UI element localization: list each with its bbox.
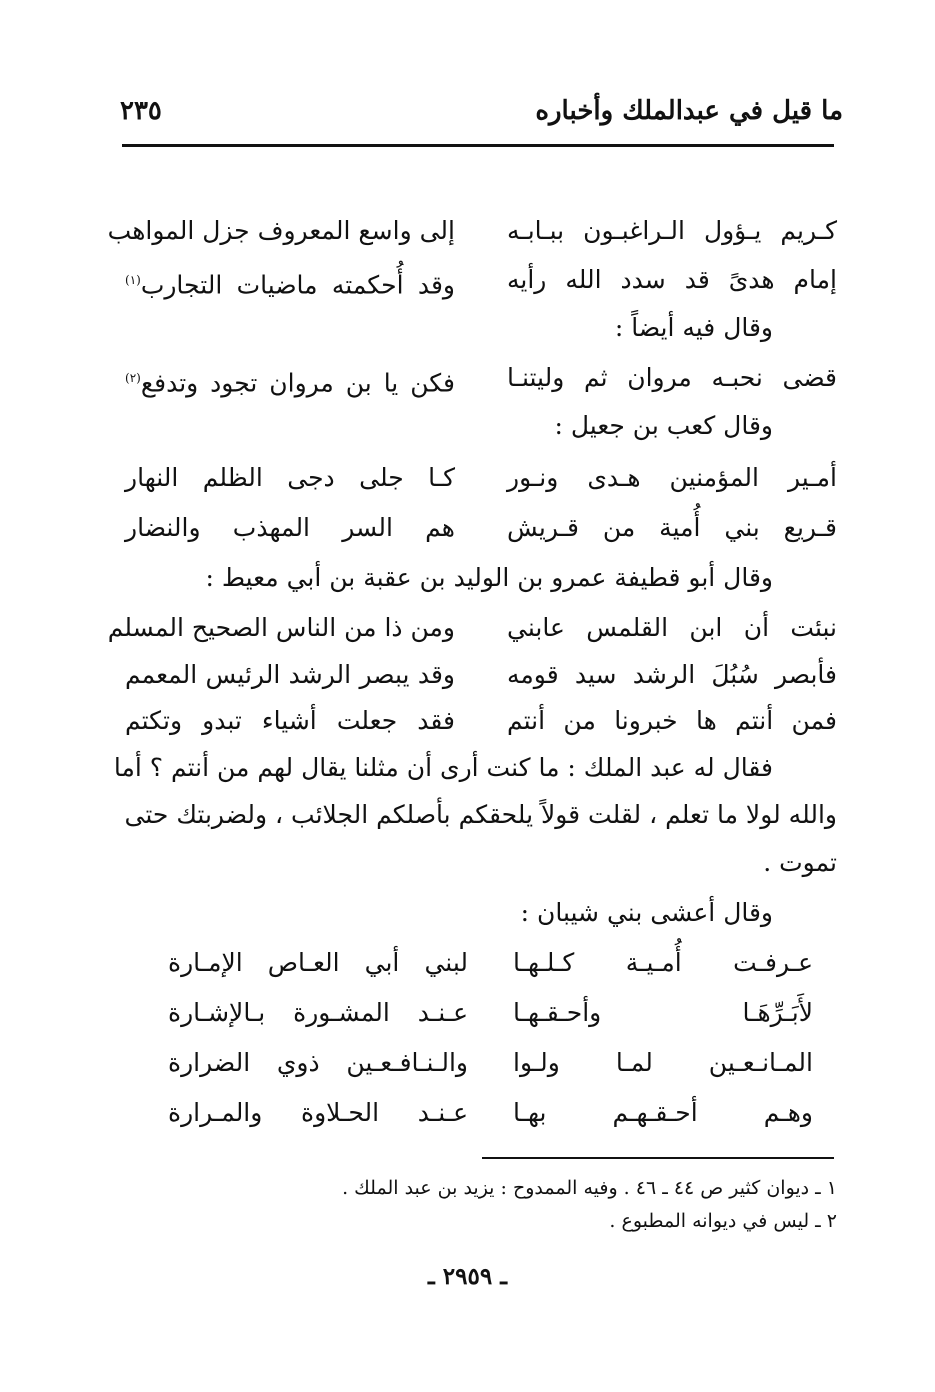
verse-hemistich-first: عـرفـت أُمـيـة كـلـهـا [513, 948, 813, 977]
verse-hemistich-second: كـا جلى دجى الظلم النهار [125, 463, 455, 492]
header-rule [122, 144, 834, 147]
verse-text: وقد أُحكمته ماضيات التجارب [140, 270, 455, 300]
verse-intro: وقال كعب بن جعيل : [554, 411, 773, 440]
verse-hemistich-first: نبئت أن ابن القلمس عابني [507, 613, 837, 642]
verse-hemistich-second: فقد جعلت أشياء تبدو وتكتم [125, 706, 455, 735]
verse-hemistich-first: قـريع بني أُمية من قـريش [507, 513, 837, 542]
verse-hemistich-second: ومن ذا من الناس الصحيح المسلم [107, 613, 455, 642]
verse-hemistich-first: وهـم أحـقـهـم بهـا [513, 1098, 813, 1127]
footnote: ١ ـ ديوان كثير ص ٤٤ ـ ٤٦ . وفيه الممدوح : يزيد بن عبد الملك . [342, 1177, 837, 1199]
verse-text: فكن يا بن مروان تجود وتدفع [140, 368, 455, 398]
prose-line: والله لولا ما تعلم ، لقلت قولاً يلحقكم بأصلكم الجلائب ، ولضربتك حتى [124, 800, 837, 829]
verse-line [125, 455, 837, 501]
verse-hemistich-first: المـانـعـين لمـا ولـوا [513, 1048, 813, 1077]
verse-line [168, 940, 813, 986]
verse-line [125, 652, 837, 698]
verse-hemistich-first: فمن أنتم ها خبرونا من أنتم [507, 706, 837, 735]
verse-line [125, 355, 837, 401]
verse-hemistich-second: لبني أبي العـاص الإمـارة [168, 948, 468, 977]
footnote: ٢ ـ ليس في ديوانه المطبوع . [609, 1210, 837, 1232]
verse-hemistich-second [125, 257, 455, 308]
verse-intro: وقال أعشى بني شيبان : [520, 898, 773, 927]
verse-hemistich-second: وقد يبصر الرشد الرئيس المعمم [125, 660, 455, 689]
verse-line [168, 990, 813, 1036]
page-footer-number: ـ ٢٩٥٩ ـ [428, 1263, 507, 1290]
verse-line [125, 257, 837, 303]
verse-line [168, 1040, 813, 1086]
verse-hemistich-second: هم السر المهذب والنضار [125, 513, 455, 542]
footnote-marker: (١) [125, 273, 141, 287]
verse-hemistich-first: إمام هدىً قد سدد الله رأيه [507, 265, 837, 294]
footnote-marker: (٢) [125, 371, 141, 385]
verse-line [107, 605, 837, 651]
prose-line: فقال له عبد الملك : ما كنت أرى أن مثلنا يقال لهم من أنتم ؟ أما [113, 753, 773, 782]
verse-hemistich-second: والـنـافـعـين ذوي الضرارة [168, 1048, 468, 1077]
verse-intro: وقال فيه أيضاً : [614, 313, 773, 342]
verse-hemistich-first: لأَبَـرِّهَـا وأحـقـهـا [513, 998, 813, 1027]
verse-hemistich-second [125, 355, 455, 406]
verse-hemistich-second: عـنـد الحـلاوة والمـرارة [168, 1098, 468, 1127]
verse-line [125, 505, 837, 551]
verse-hemistich-first: أمـير المؤمنين هـدى ونـور [507, 463, 837, 492]
verse-line [107, 208, 837, 254]
running-head-page-number: ٢٣٥ [120, 96, 162, 126]
verse-line [125, 698, 837, 744]
running-head-title: ما قيل في عبدالملك وأخباره [535, 96, 843, 126]
footnote-rule [482, 1157, 834, 1159]
prose-line: تموت . [763, 848, 837, 877]
verse-hemistich-first: فأبصر سُبُلَ الرشد سيد قومه [507, 660, 837, 689]
verse-line [168, 1090, 813, 1136]
verse-hemistich-second: إلى واسع المعروف جزل المواهب [107, 216, 455, 245]
verse-hemistich-second: عـنـد المشـورة بـالإشـارة [168, 998, 468, 1027]
verse-hemistich-first: كـريم يـؤول الـراغبـون ببـابـه [507, 216, 837, 245]
verse-intro: وقال أبو قطيفة عمرو بن الوليد بن عقبة بن أبي معيط : [205, 563, 773, 592]
verse-hemistich-first: قضى نحبـه مروان ثم وليتنـا [507, 363, 837, 392]
